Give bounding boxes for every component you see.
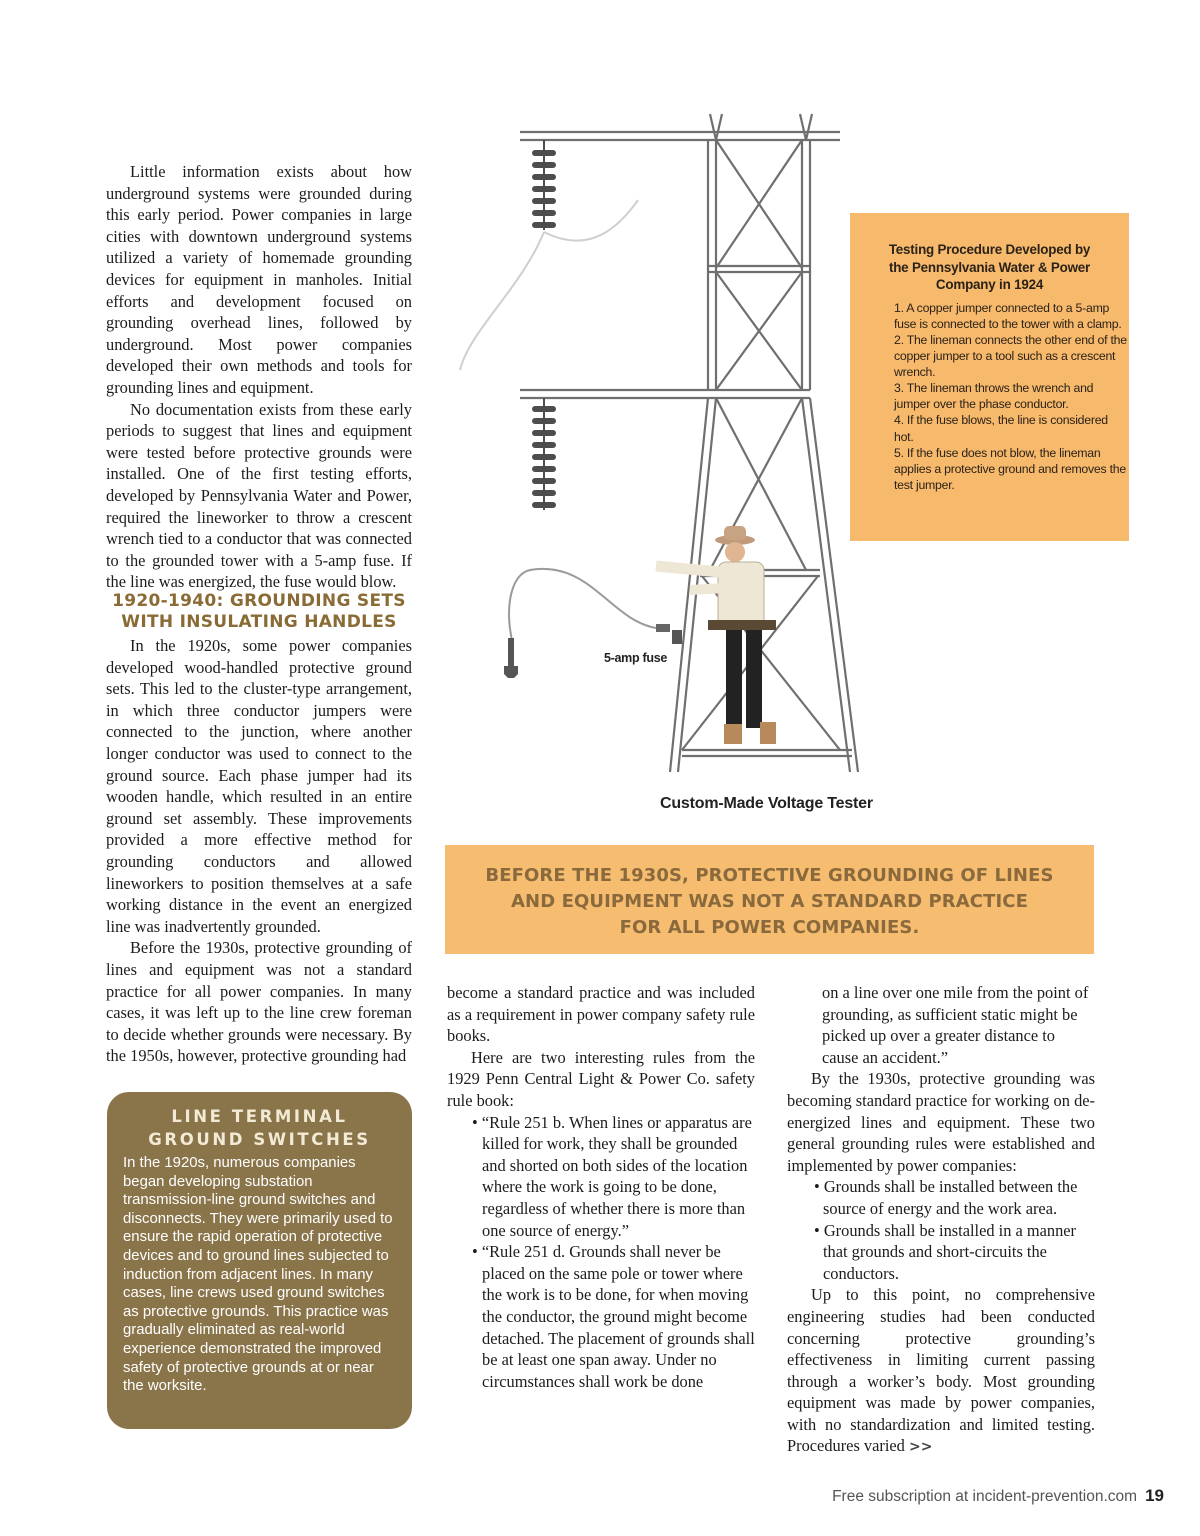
continued-arrow-icon: >> (908, 1439, 933, 1456)
procedure-step: 1. A copper jumper connected to a 5-amp fuse is connected to the tower with a clamp. (894, 300, 1122, 331)
pull-quote-line: FOR ALL POWER COMPANIES. (619, 917, 920, 938)
sidebar-box (107, 1092, 412, 1429)
body-paragraph: Before the 1930s, protective grounding of lines and equipment was not a standard practice for all power companies. In many cases, it was left up to the line crew foreman to decide whether grounds were necessary. By the 1950s, however, protective grounding had (106, 938, 412, 1066)
pull-quote-line: BEFORE THE 1930S, PROTECTIVE GROUNDING OF LINES (485, 865, 1054, 886)
body-paragraph (787, 1284, 1095, 1459)
grounding-rule-item: • Grounds shall be installed in a manner that grounds and short-circuits the conductors. (814, 1220, 1077, 1283)
pull-quote-line: AND EQUIPMENT WAS NOT A STANDARD PRACTICE (511, 891, 1028, 912)
rule-continuation: on a line over one mile from the point of grounding, as sufficient static might be picked up over a greater distance to cause an accident.” (822, 983, 1089, 1067)
procedure-steps (894, 300, 1129, 493)
body-paragraph: Here are two interesting rules from the 1929 Penn Central Light & Power Co. safety rule book: (447, 1047, 755, 1110)
rule-item: • “Rule 251 b. When lines or apparatus are killed for work, they shall be grounded and shorted on both sides of the location where the work is going to be done, regardless of whether there is more than one source of energy.” (472, 1112, 752, 1240)
section-heading-line: WITH INSULATING HANDLES (121, 612, 397, 632)
sidebar-title-line: GROUND SWITCHES (148, 1130, 371, 1149)
tower-frame (520, 114, 858, 772)
lower-insulator-string (532, 398, 556, 510)
pull-quote-text (445, 863, 1094, 941)
test-jumper-wire (509, 569, 656, 640)
procedure-step: 4. If the fuse blows, the line is considered hot. (894, 413, 1108, 444)
tower-illustration (420, 100, 860, 790)
subscription-link[interactable]: Free subscription at incident-prevention.com (832, 1488, 1138, 1505)
figure-caption: Custom-Made Voltage Tester (660, 795, 873, 812)
body-paragraph: By the 1930s, protective grounding was becoming standard practice for working on de-energized lines and equipment. These two general grounding rules were established and implemented by power companies: (787, 1069, 1095, 1175)
body-paragraph: No documentation exists from these early periods to suggest that lines and equipment were tested before protective grounds were installed. One of the first testing efforts, developed by Pennsylvania Water and Power, required the lineworker to throw a crescent wrench tied to a conductor that was connected to the grounded tower with a 5-amp fuse. If the line was energized, the fuse would blow. (106, 399, 412, 592)
procedure-step: 3. The lineman throws the wrench and jumper over the phase conductor. (894, 381, 1094, 412)
testing-procedure-box (850, 213, 1129, 541)
body-text: Up to this point, no comprehensive engineering studies had been conducted concerning protective grounding’s effectiveness in limiting current passing through a worker’s body. Most grounding equipment was made by power companies, with no standardization and limited testing. Procedures varied (787, 1285, 1095, 1456)
article-column-3 (787, 982, 1095, 1459)
article-column-2 (447, 982, 755, 1392)
page-footer (832, 1486, 1164, 1506)
sidebar-title (107, 1105, 412, 1151)
callout-title-line: Company in 1924 (935, 277, 1044, 293)
callout-title-line: the Pennsylvania Water & Power (888, 259, 1091, 275)
procedure-step: 5. If the fuse does not blow, the lineman applies a protective ground and removes the test jumper. (894, 445, 1126, 492)
body-paragraph: Little information exists about how underground systems were grounded during this early period. Power companies in large cities with downtown underground systems utilized a variety of homemade grounding devices for equipment in manholes. Initial efforts and development focused on grounding overhead lines, followed by underground. Most power companies developed their own methods and tools for grounding lines and equipment. (106, 162, 412, 397)
article-column-1 (106, 161, 412, 593)
rules-list (447, 1112, 755, 1393)
callout-title (850, 241, 1129, 294)
page-number: 19 (1145, 1486, 1164, 1505)
section-heading-line: 1920-1940: GROUNDING SETS (112, 591, 406, 611)
sidebar-title-line: LINE TERMINAL (171, 1107, 348, 1126)
body-paragraph: In the 1920s, some power companies developed wood-handled protective ground sets. This led to the cluster-type arrangement, in which three conductor jumpers were connected to the junction, where another longer conductor was used to connect to the ground source. Each phase jumper had its wooden handle, which resulted in an entire ground set assembly. These improvements provided a more effective method for grounding conductors and allowed lineworkers to position themselves at a safe working distance in the event an energized line was inadvertently grounded. (106, 636, 412, 936)
fuse-icon (656, 624, 682, 644)
rule-item: • “Rule 251 d. Grounds shall never be placed on the same pole or tower where the work is to be done, for when moving the conductor, the ground might become detached. The placement of grounds shall be at least one span away. Under no circumstances shall work be done (472, 1242, 755, 1391)
article-column-1-continued (106, 635, 412, 1067)
procedure-step: 2. The lineman connects the other end of the copper jumper to a tool such as a crescent wrench. (894, 332, 1127, 380)
callout-title-line: Testing Procedure Developed by (888, 242, 1091, 257)
grounding-rule-item: • Grounds shall be installed between the source of energy and the work area. (814, 1177, 1078, 1218)
pull-quote (445, 845, 1094, 954)
fuse-label: 5-amp fuse (604, 651, 667, 665)
sidebar-body: In the 1920s, numerous companies began developing substation transmission-line ground switches and disconnects. They were primarily used to ensure the rapid operation of protective devices and to ground lines subjected to induction from adjacent lines. In many cases, line crews used ground switches as protective grounds. This practice was gradually eliminated as real-world experience demonstrated the improved safety of protective grounds at or near the worksite. (123, 1155, 393, 1395)
crescent-wrench-icon (504, 638, 518, 678)
body-paragraph: become a standard practice and was included as a requirement in power company safety rule books. (447, 983, 755, 1046)
upper-insulator-string (532, 140, 556, 230)
grounding-rules-list (787, 1176, 1095, 1284)
section-heading (106, 591, 412, 633)
